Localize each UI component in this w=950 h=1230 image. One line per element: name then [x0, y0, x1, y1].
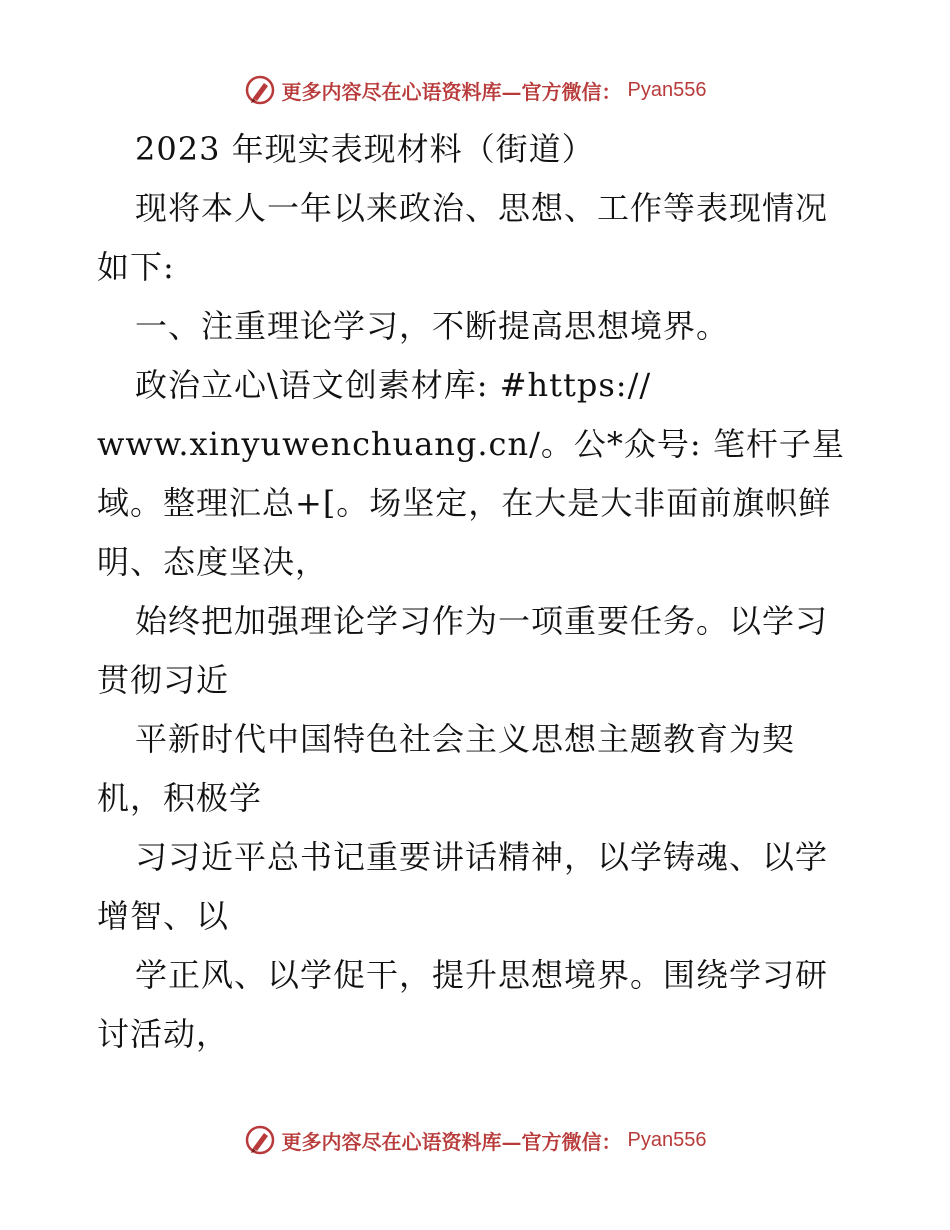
doc-line: 如下:	[97, 248, 175, 286]
doc-line: 平新时代中国特色社会主义思想主题教育为契	[135, 720, 796, 758]
header-banner	[0, 70, 950, 110]
doc-line: 增智、以	[97, 897, 230, 935]
doc-line: 政治立心\语文创素材库: #https://	[135, 366, 652, 404]
doc-line: 现将本人一年以来政治、思想、工作等表现情况	[135, 189, 829, 227]
doc-line: 明、态度坚决，	[97, 543, 329, 581]
footer-banner	[0, 1120, 950, 1160]
doc-line: www.xinyuwenchuang.cn/。公*众号: 笔杆子星	[97, 425, 845, 463]
doc-title: 2023 年现实表现材料（街道）	[135, 130, 595, 168]
doc-line: 习习近平总书记重要讲话精神，以学铸魂、以学	[135, 838, 829, 876]
banner-wechat-id: Pyan556	[627, 78, 707, 101]
pen-logo-icon	[244, 1124, 276, 1156]
doc-line: 域。整理汇总+[。场坚定，在大是大非面前旗帜鲜	[97, 484, 832, 522]
banner-wechat-id: Pyan556	[627, 1128, 707, 1151]
doc-line: 机，积极学	[97, 779, 263, 817]
document-body	[97, 126, 857, 1070]
banner-text: 更多内容尽在心语资料库—官方微信：	[281, 1129, 622, 1154]
doc-line: 学正风、以学促干，提升思想境界。围绕学习研	[135, 956, 829, 994]
doc-line: 始终把加强理论学习作为一项重要任务。以学习	[135, 602, 829, 640]
doc-line: 讨活动，	[97, 1015, 230, 1053]
section-heading: 一、注重理论学习，不断提高思想境界。	[135, 307, 730, 345]
pen-logo-icon	[244, 74, 276, 106]
doc-line: 贯彻习近	[97, 661, 230, 699]
banner-text: 更多内容尽在心语资料库—官方微信：	[281, 79, 622, 104]
